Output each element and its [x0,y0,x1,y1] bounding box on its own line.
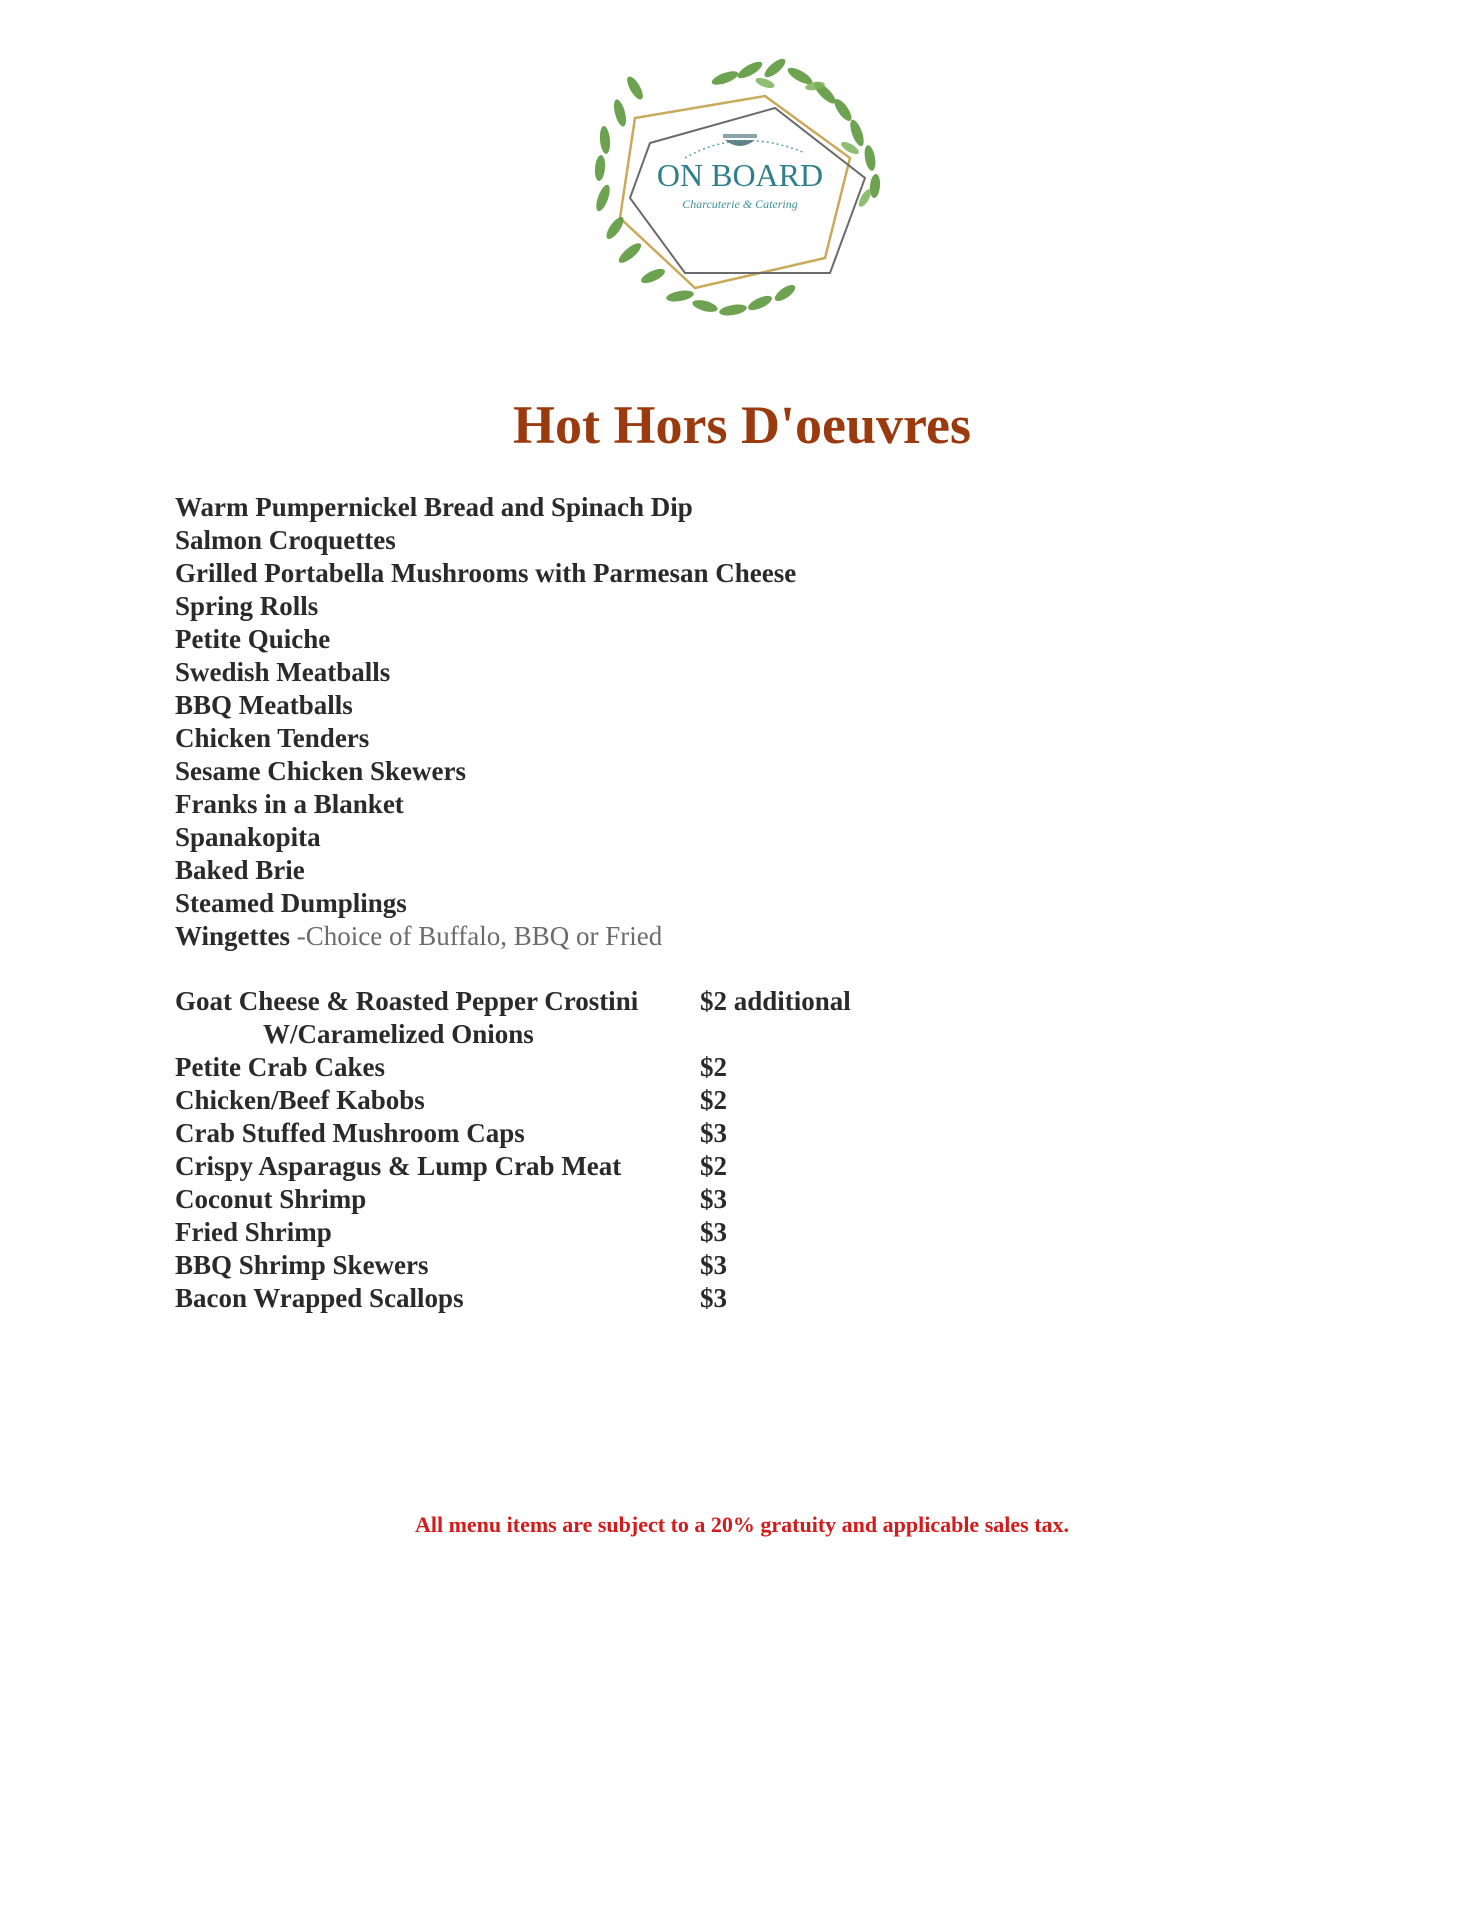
premium-item-name: Crab Stuffed Mushroom Caps [175,1118,525,1148]
premium-item-price: $3 [700,1217,727,1247]
premium-item-price: $2 [700,1052,727,1082]
premium-item-name: Fried Shrimp [175,1217,332,1247]
premium-item-name: Coconut Shrimp [175,1184,367,1214]
premium-item-price: $3 [700,1118,727,1148]
menu-item [175,689,796,722]
menu-item [175,788,796,821]
menu-item [175,722,796,755]
menu-item [175,920,796,953]
premium-item-name: Chicken/Beef Kabobs [175,1085,425,1115]
menu-item [175,656,796,689]
menu-item-name: Warm Pumpernickel Bread and Spinach Dip [175,492,693,522]
menu-item-name: Spanakopita [175,822,321,852]
premium-item-price: $2 [700,1085,727,1115]
menu-item-name: Spring Rolls [175,591,319,621]
menu-item [175,854,796,887]
menu-item-name: Wingettes [175,921,290,951]
on-board-logo [575,48,905,328]
menu-item [175,755,796,788]
menu-item [175,524,796,557]
logo-tagline-text: Charcuterie & Catering [682,197,798,211]
premium-item-name: BBQ Shrimp Skewers [175,1250,429,1280]
premium-item-name: Bacon Wrapped Scallops [175,1283,464,1313]
menu-item [175,557,796,590]
logo-brand-text: ON BOARD [656,157,824,193]
menu-item-name: Sesame Chicken Skewers [175,756,466,786]
menu-item-note: -Choice of Buffalo, BBQ or Fried [296,921,663,951]
premium-item-price: $2 [700,1151,727,1181]
menu-item-name: BBQ Meatballs [175,690,353,720]
menu-item [175,887,796,920]
menu-item [175,821,796,854]
menu-item-name: Franks in a Blanket [175,789,404,819]
premium-item-name: Goat Cheese & Roasted Pepper Crostini [175,986,639,1016]
menu-item-name: Swedish Meatballs [175,657,391,687]
menu-item [175,590,796,623]
page-title: Hot Hors D'oeuvres [513,395,971,455]
premium-item-price: $3 [700,1184,727,1214]
premium-item-price: $3 [700,1283,727,1313]
menu-item-name: Steamed Dumplings [175,888,407,918]
logo-wreath-graphic [575,48,905,328]
standard-menu-list [175,491,796,953]
menu-item-name: Petite Quiche [175,624,331,654]
premium-item-price: $2 additional [700,986,851,1016]
menu-item-name: Salmon Croquettes [175,525,396,555]
menu-item-name: Grilled Portabella Mushrooms with Parmesan Cheese [175,558,797,588]
premium-item-subtext: W/Caramelized Onions [263,1019,534,1049]
premium-item-name: Petite Crab Cakes [175,1052,385,1082]
menu-item [175,623,796,656]
menu-item-name: Chicken Tenders [175,723,370,753]
menu-item-name: Baked Brie [175,855,305,885]
gratuity-notice: All menu items are subject to a 20% gratuity and applicable sales tax. [414,1512,1070,1537]
premium-item-price: $3 [700,1250,727,1280]
menu-item [175,491,796,524]
premium-item-name: Crispy Asparagus & Lump Crab Meat [175,1151,622,1181]
